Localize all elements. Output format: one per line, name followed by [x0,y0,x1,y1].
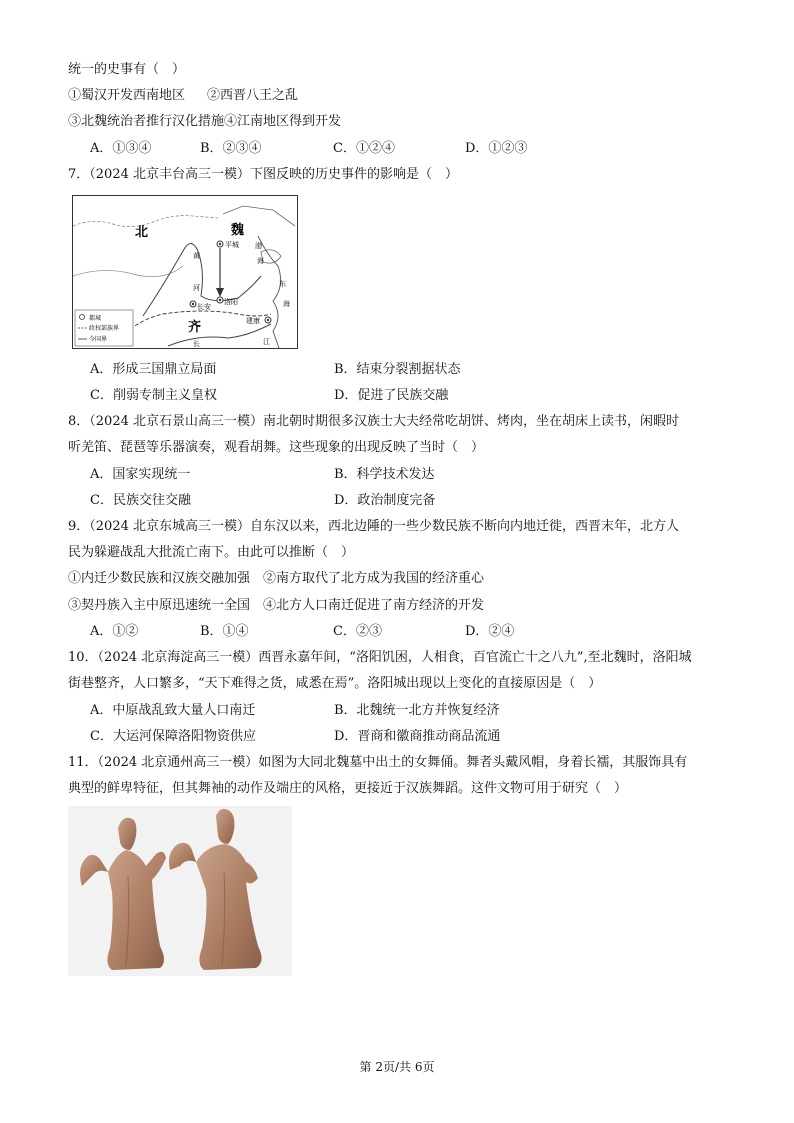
q7-map [72,195,298,349]
q7-map-svg [73,196,297,348]
q6-option-c[interactable]: C．①②④ [333,141,395,156]
map-yangtze-river [168,324,271,346]
map-feature-bo: 渤 [255,242,262,250]
q6-item-1: ①蜀汉开发西南地区 [68,88,186,103]
q8-stem-line1: 8．（2024 北京石景山高三一模）南北朝时期很多汉族士大夫经常吃胡饼、烤肉，坐在胡床上读书，闲暇时 [68,414,679,429]
q8-option-c[interactable]: C．民族交往交融 [90,493,191,508]
map-feature-hai: 海 [257,257,264,265]
figurine-left [80,818,166,970]
q10-option-b[interactable]: B．北魏统一北方并恢复经济 [334,703,500,718]
q8-stem-line2: 听羌笛、琵琶等乐器演奏，观看胡舞。这些现象的出现反映了当时（ ） [68,440,485,455]
q11-stem-line1: 11．（2024 北京通州高三一模）如图为大同北魏墓中出土的女舞俑。舞者头戴风帽，身着长襦，其服饰具有 [68,755,688,770]
map-feature-huang: 黄 [193,252,200,260]
q6-option-d[interactable]: D．①②③ [465,141,528,156]
dancer-figurines-svg [68,806,292,976]
q7-option-b[interactable]: B．结束分裂割据状态 [334,362,461,377]
map-city-changan: 长安 [197,303,211,311]
q9-items-line1: ①内迁少数民族和汉族交融加强 ②南方取代了北方成为我国的经济重心 [68,571,485,586]
q10-stem-line1: 10．（2024 北京海淀高三一模）西晋永嘉年间，“洛阳饥困，人相食，百官流亡十之八九”,至北魏时，洛阳城 [68,650,692,665]
q7-option-d[interactable]: D．促进了民族交融 [334,388,449,403]
legend-boundary: 政权部族界 [89,325,120,332]
q9-option-c[interactable]: C．②③ [333,624,382,639]
page-footer: 第 2页/共 6页 [359,1060,435,1074]
q8-option-b[interactable]: B．科学技术发达 [334,467,435,482]
map-label-bei: 北 [135,225,149,240]
q10-option-d[interactable]: D．晋商和徽商推动商品流通 [334,729,501,744]
map-city-jiankang: 建康 [246,317,260,325]
q6-item-2: ②西晋八王之乱 [207,88,299,103]
q10-stem-line2: 街巷整齐，人口繁多，“天下难得之货，咸悉在焉”。洛阳城出现以上变化的直接原因是（ ） [68,676,602,691]
q6-stem-end: 统一的史事有（ ） [68,62,186,77]
q7-stem: 7．（2024 北京丰台高三一模）下图反映的历史事件的影响是（ ） [68,167,458,182]
q10-option-a[interactable]: A．中原战乱致大量人口南迁 [90,703,256,718]
legend-capital: 都城 [89,315,102,322]
q6-items-line1 [68,87,298,105]
migration-arrow-head [216,288,224,297]
q9-option-b[interactable]: B．①④ [200,624,249,639]
map-feature-he: 河 [193,284,200,292]
q10-option-c[interactable]: C．大运河保障洛阳物资供应 [90,729,256,744]
q9-stem-line1: 9．（2024 北京东城高三一模）自东汉以来，西北边陲的一些少数民族不断向内地迁徙，西晋末年，北方人 [68,519,679,534]
map-city-luoyang: 洛阳 [224,298,238,306]
q9-items-line2: ③契丹族入主中原迅速统一全国 ④北方人口南迁促进了南方经济的开发 [68,598,485,613]
q9-option-d[interactable]: D．②④ [465,624,515,639]
map-label-qi: 齐 [188,320,202,335]
q11-dancer-figurines-photo [68,806,292,976]
map-coastline [261,250,281,263]
q6-option-b[interactable]: B．②③④ [200,141,262,156]
figurine-right [169,809,262,970]
map-feature-jiang: 江 [263,338,270,346]
q9-option-a[interactable]: A．①② [90,624,139,639]
q7-option-c[interactable]: C．削弱专制主义皇权 [90,388,217,403]
q9-stem-line2: 民为躲避战乱大批流亡南下。由此可以推断（ ） [68,545,355,560]
map-feature-chang: 长 [193,340,200,348]
map-feature-dong: 东 [279,280,286,288]
legend-capital-icon [80,315,85,320]
q8-option-a[interactable]: A．国家实现统一 [90,467,191,482]
q6-items-line2: ③北魏统治者推行汉化措施④江南地区得到开发 [68,114,342,129]
map-label-wei: 魏 [231,223,245,238]
q8-option-d[interactable]: D．政治制度完备 [334,493,436,508]
q11-stem-line2: 典型的鲜卑特征，但其舞袖的动作及端庄的风格，更接近于汉族舞蹈。这件文物可用于研究（ ） [68,781,628,796]
map-border-line [73,266,183,277]
legend-modern-border: 今国界 [89,336,108,343]
q6-option-a[interactable]: A．①③④ [90,141,152,156]
q7-option-a[interactable]: A．形成三国鼎立局面 [90,362,217,377]
map-feature-hai2: 海 [283,300,290,308]
map-city-pingcheng: 平城 [225,241,239,249]
